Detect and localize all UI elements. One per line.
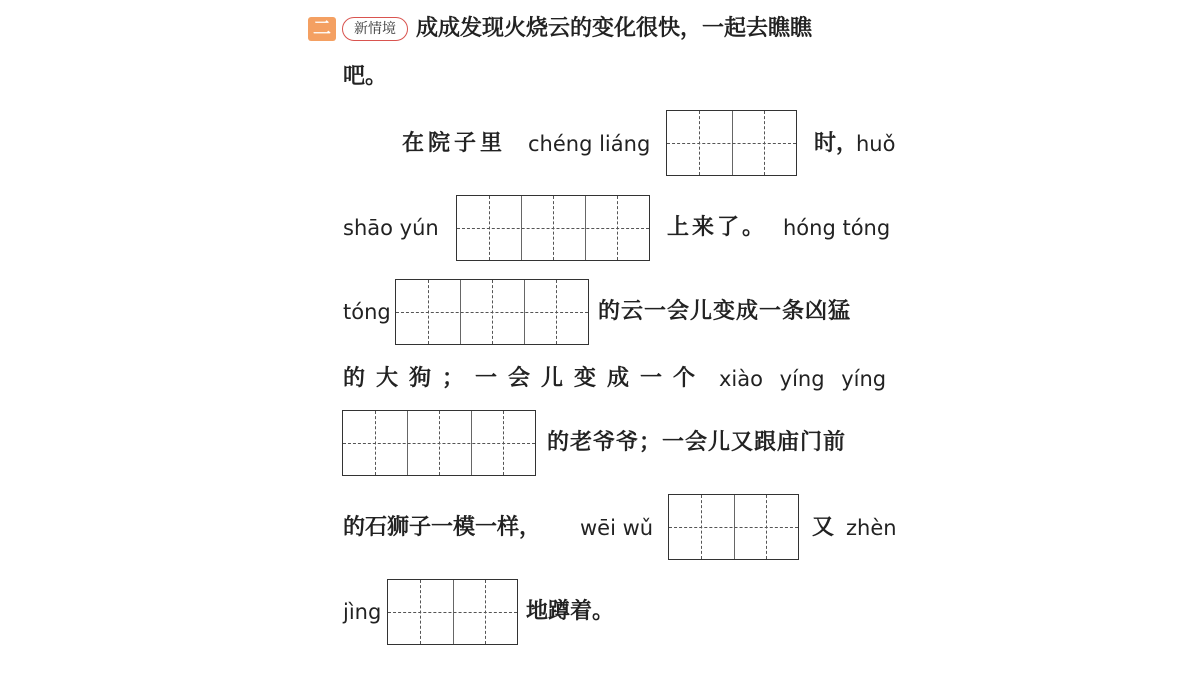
passage-text-9: 地蹲着。 [526, 599, 615, 624]
pinyin-zhen: zhèn [846, 516, 897, 540]
pinyin-jing: jìng [343, 600, 382, 624]
passage-text-2: 时， [814, 131, 859, 156]
pinyin-huo: huǒ [856, 132, 896, 156]
answer-box-1[interactable] [666, 110, 797, 176]
answer-box-2[interactable] [456, 195, 650, 261]
passage-text-5: 的大狗；一会儿变成一个 [343, 366, 707, 391]
pinyin-xiao-ying-ying: xiào yíng yíng [719, 367, 887, 391]
prompt-line-2: 吧。 [343, 64, 388, 89]
question-number: 二 [313, 18, 331, 39]
passage-text-6: 的老爷爷；一会儿又跟庙门前 [547, 430, 847, 455]
passage-text-1: 在院子里 [402, 131, 507, 156]
prompt-line-1: 成成发现火烧云的变化很快，一起去瞧瞧 [416, 16, 813, 41]
pinyin-cheng-liang: chéng liáng [528, 132, 651, 156]
pinyin-wei-wu: wēi wǔ [580, 516, 654, 540]
pinyin-tong: tóng [343, 300, 391, 324]
answer-box-6[interactable] [387, 579, 518, 645]
answer-box-5[interactable] [668, 494, 799, 560]
new-context-tag-label: 新情境 [354, 21, 396, 37]
passage-text-4: 的云一会儿变成一条凶猛 [598, 299, 852, 324]
answer-box-4[interactable] [342, 410, 536, 476]
passage-text-8: 又 [812, 515, 835, 540]
passage-text-7: 的石狮子一模一样， [343, 515, 542, 540]
answer-box-3[interactable] [395, 279, 589, 345]
pinyin-hong-tong: hóng tóng [783, 216, 891, 240]
pinyin-shao-yun: shāo yún [343, 216, 439, 240]
new-context-tag [342, 17, 408, 41]
question-number-badge [308, 17, 336, 41]
passage-text-3: 上来了。 [667, 215, 768, 240]
